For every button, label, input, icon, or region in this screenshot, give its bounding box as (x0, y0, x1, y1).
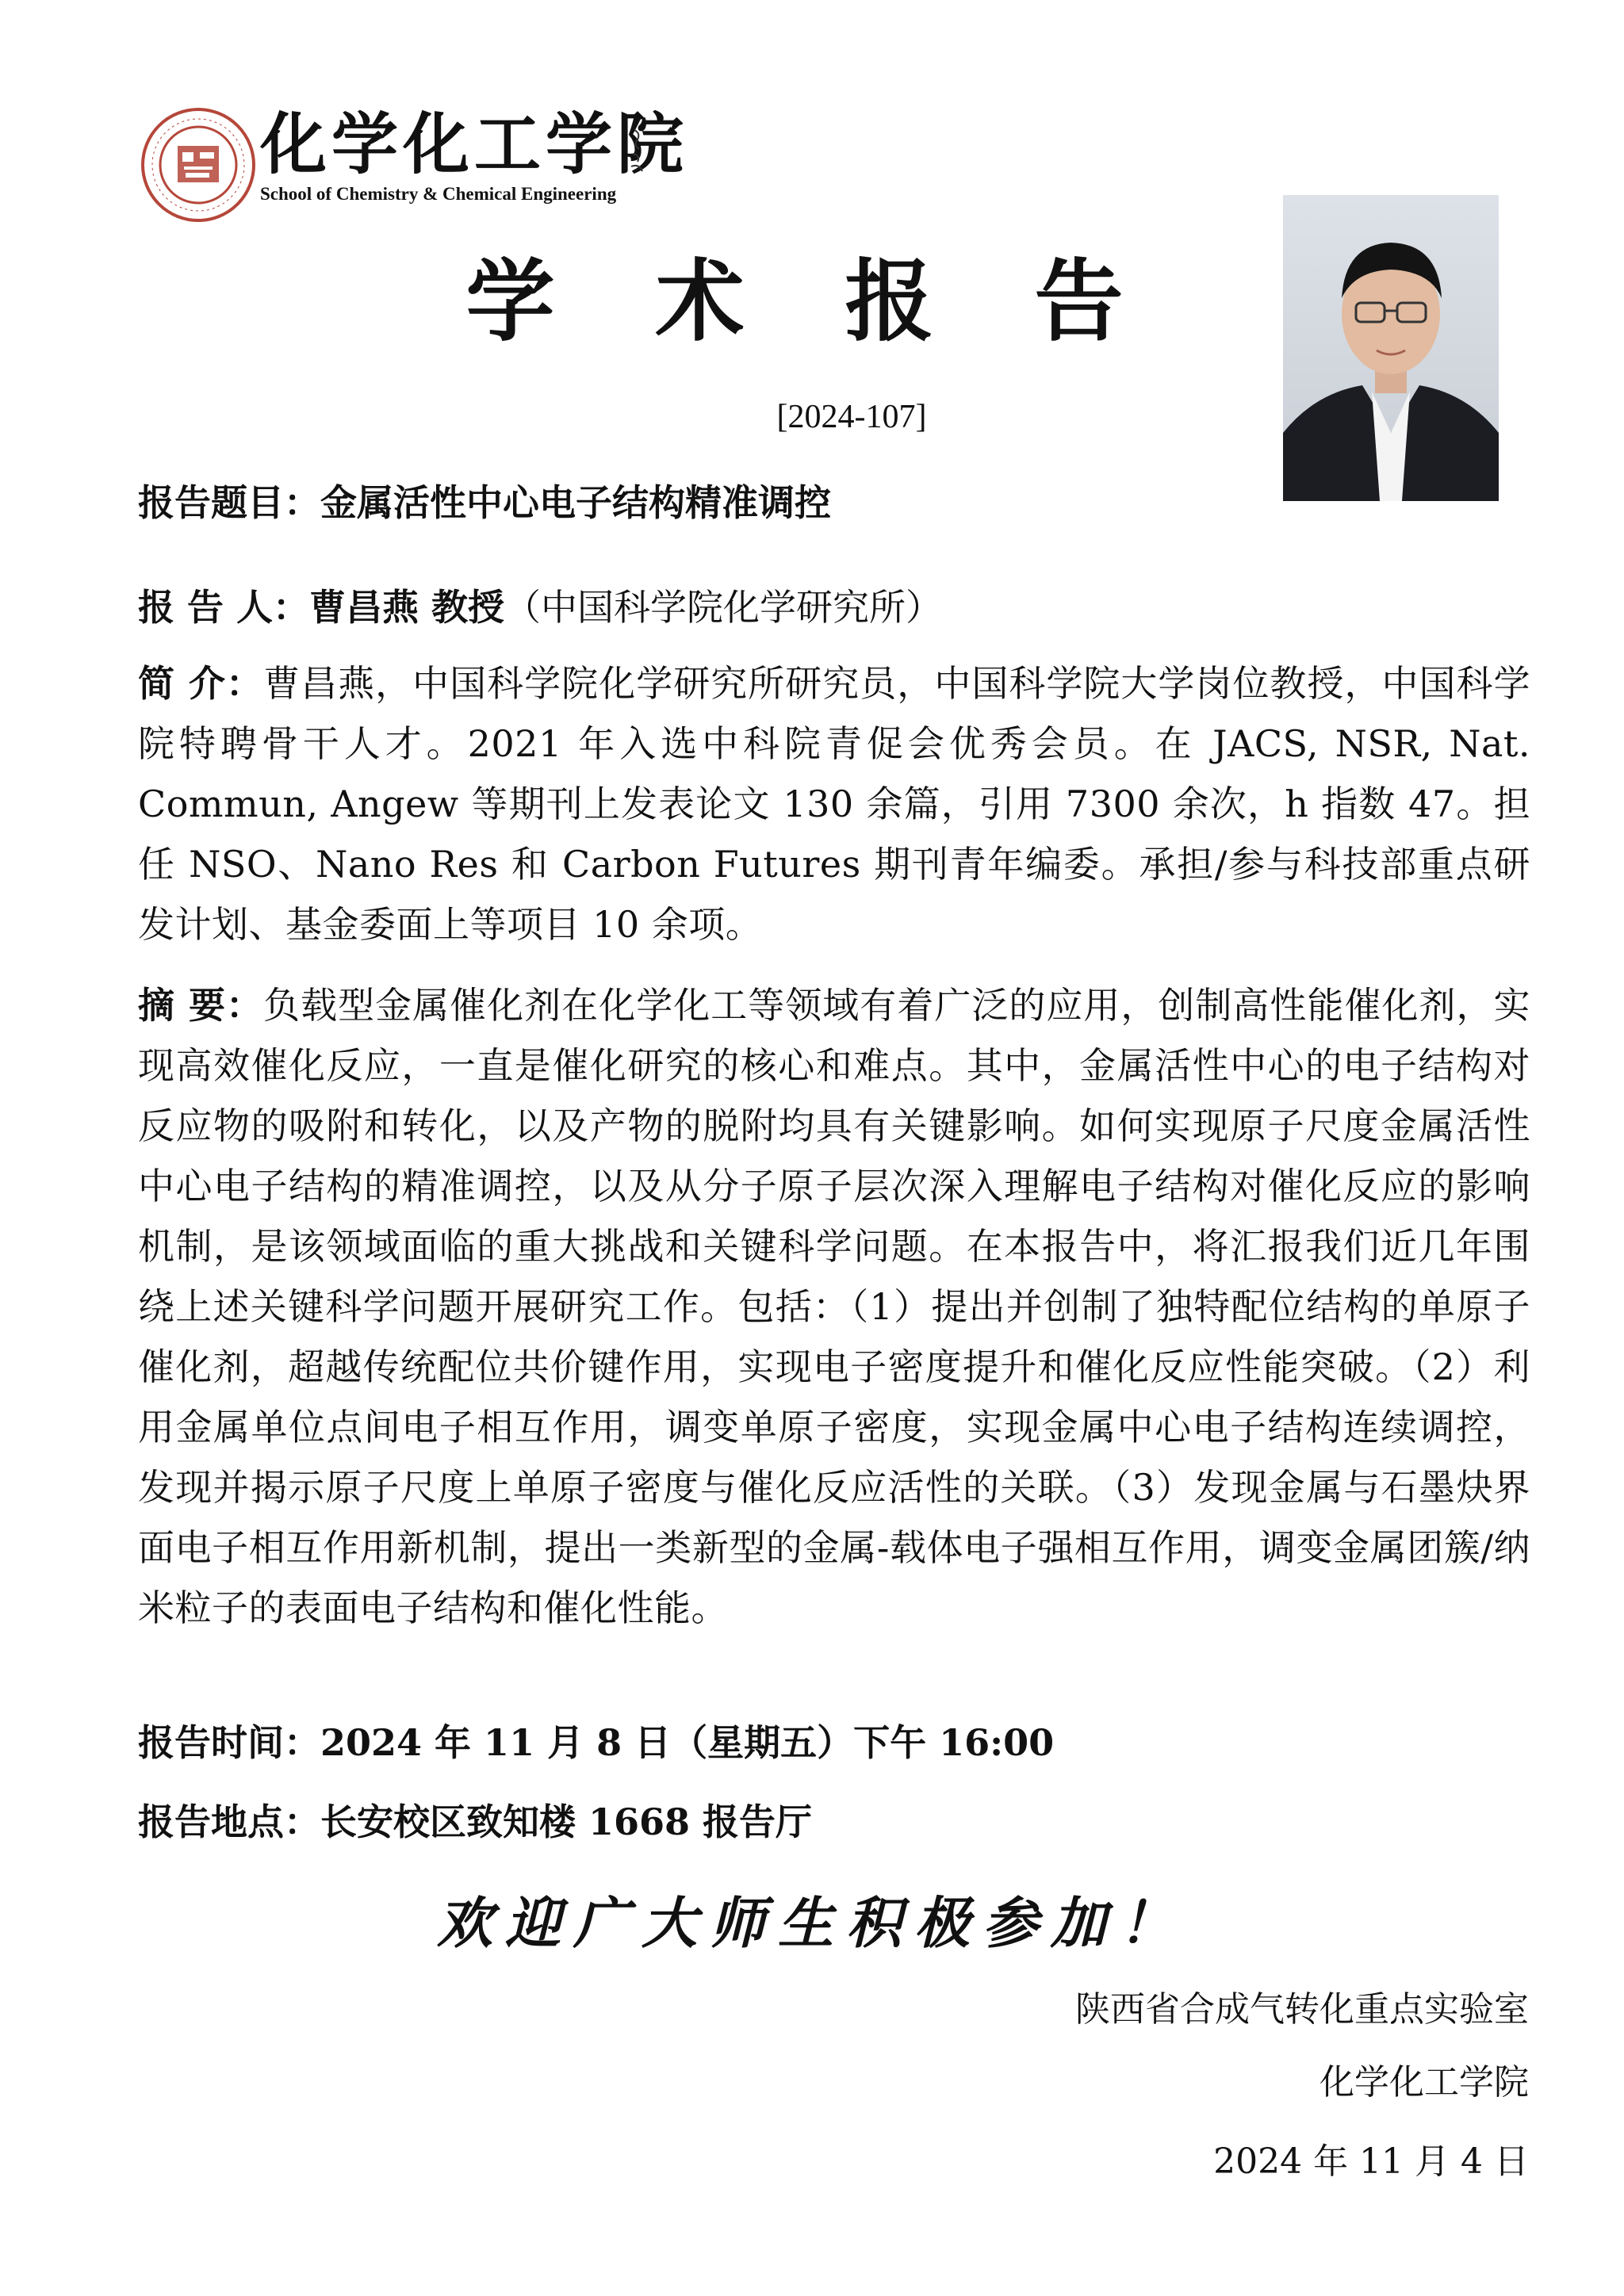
speaker-affiliation: （中国科学院化学研究所） (504, 586, 943, 629)
time-label: 报告时间： (138, 1721, 320, 1764)
speaker-bio (138, 653, 1530, 955)
page-title: 学 术 报 告 (465, 251, 1159, 354)
topic-text: 金属活性中心电子结构精准调控 (320, 481, 831, 524)
report-place (138, 1792, 812, 1852)
bio-text: 曹昌燕，中国科学院化学研究所研究员，中国科学院大学岗位教授，中国科学院特聘骨干人才。2021 年入选中科院青促会优秀会员。在 JACS, NSR, Nat. Commun, Angew 等期刊上发表论文 130 余篇，引用 7300 余次，h 指数 47。担任 NSO、Nano Res 和 Carbon Futures 期刊青年编委。承担/参与科技部重点研发计划、基金委面上等项目 10 余项。 (138, 662, 1531, 946)
calligraphy-seal-icon (626, 125, 650, 181)
speaker-photo (1283, 195, 1499, 501)
report-time (138, 1712, 1054, 1773)
topic-label: 报告题目： (138, 481, 320, 524)
welcome-message: 欢迎广大师生积极参加！ (437, 1890, 1187, 1956)
organizer-lab: 陕西省合成气转化重点实验室 (1075, 1989, 1529, 2030)
school-name-en: School of Chemistry & Chemical Engineering (260, 184, 617, 204)
place-label: 报告地点： (138, 1800, 320, 1843)
place-text: 长安校区致知楼 1668 报告厅 (320, 1800, 813, 1843)
organizer-school: 化学化工学院 (1320, 2062, 1529, 2103)
abstract-label: 摘 要： (138, 984, 264, 1027)
university-seal-icon (140, 106, 257, 224)
speaker-name: 曹昌燕 教授 (309, 586, 505, 629)
report-abstract (138, 975, 1530, 1638)
document-number: [2024-107] (776, 399, 927, 435)
report-topic (138, 473, 831, 533)
issue-date: 2024 年 11 月 4 日 (1213, 2141, 1529, 2182)
bio-label: 简 介： (138, 662, 264, 705)
speaker-label: 报 告 人： (138, 586, 310, 629)
report-speaker (138, 577, 942, 637)
abstract-text: 负载型金属催化剂在化学化工等领域有着广泛的应用，创制高性能催化剂，实现高效催化反应，一直是催化研究的核心和难点。其中，金属活性中心的电子结构对反应物的吸附和转化，以及产物的脱附均具有关键影响。如何实现原子尺度金属活性中心电子结构的精准调控，以及从分子原子层次深入理解电子结构对催化反应的影响机制，是该领域面临的重大挑战和关键科学问题。在本报告中，将汇报我们近几年围绕上述关键科学问题开展研究工作。包括：（1）提出并创制了独特配位结构的单原子催化剂，超越传统配位共价键作用，实现电子密度提升和催化反应性能突破。（2）利用金属单位点间电子相互作用，调变单原子密度，实现金属中心电子结构连续调控，发现并揭示原子尺度上单原子密度与催化反应活性的关联。（3）发现金属与石墨炔界面电子相互作用新机制，提出一类新型的金属-载体电子强相互作用，调变金属团簇/纳米粒子的表面电子结构和催化性能。 (138, 984, 1531, 1629)
time-text: 2024 年 11 月 8 日（星期五）下午 16:00 (320, 1721, 1055, 1764)
school-name-cn: 化学化工学院 (260, 105, 689, 183)
